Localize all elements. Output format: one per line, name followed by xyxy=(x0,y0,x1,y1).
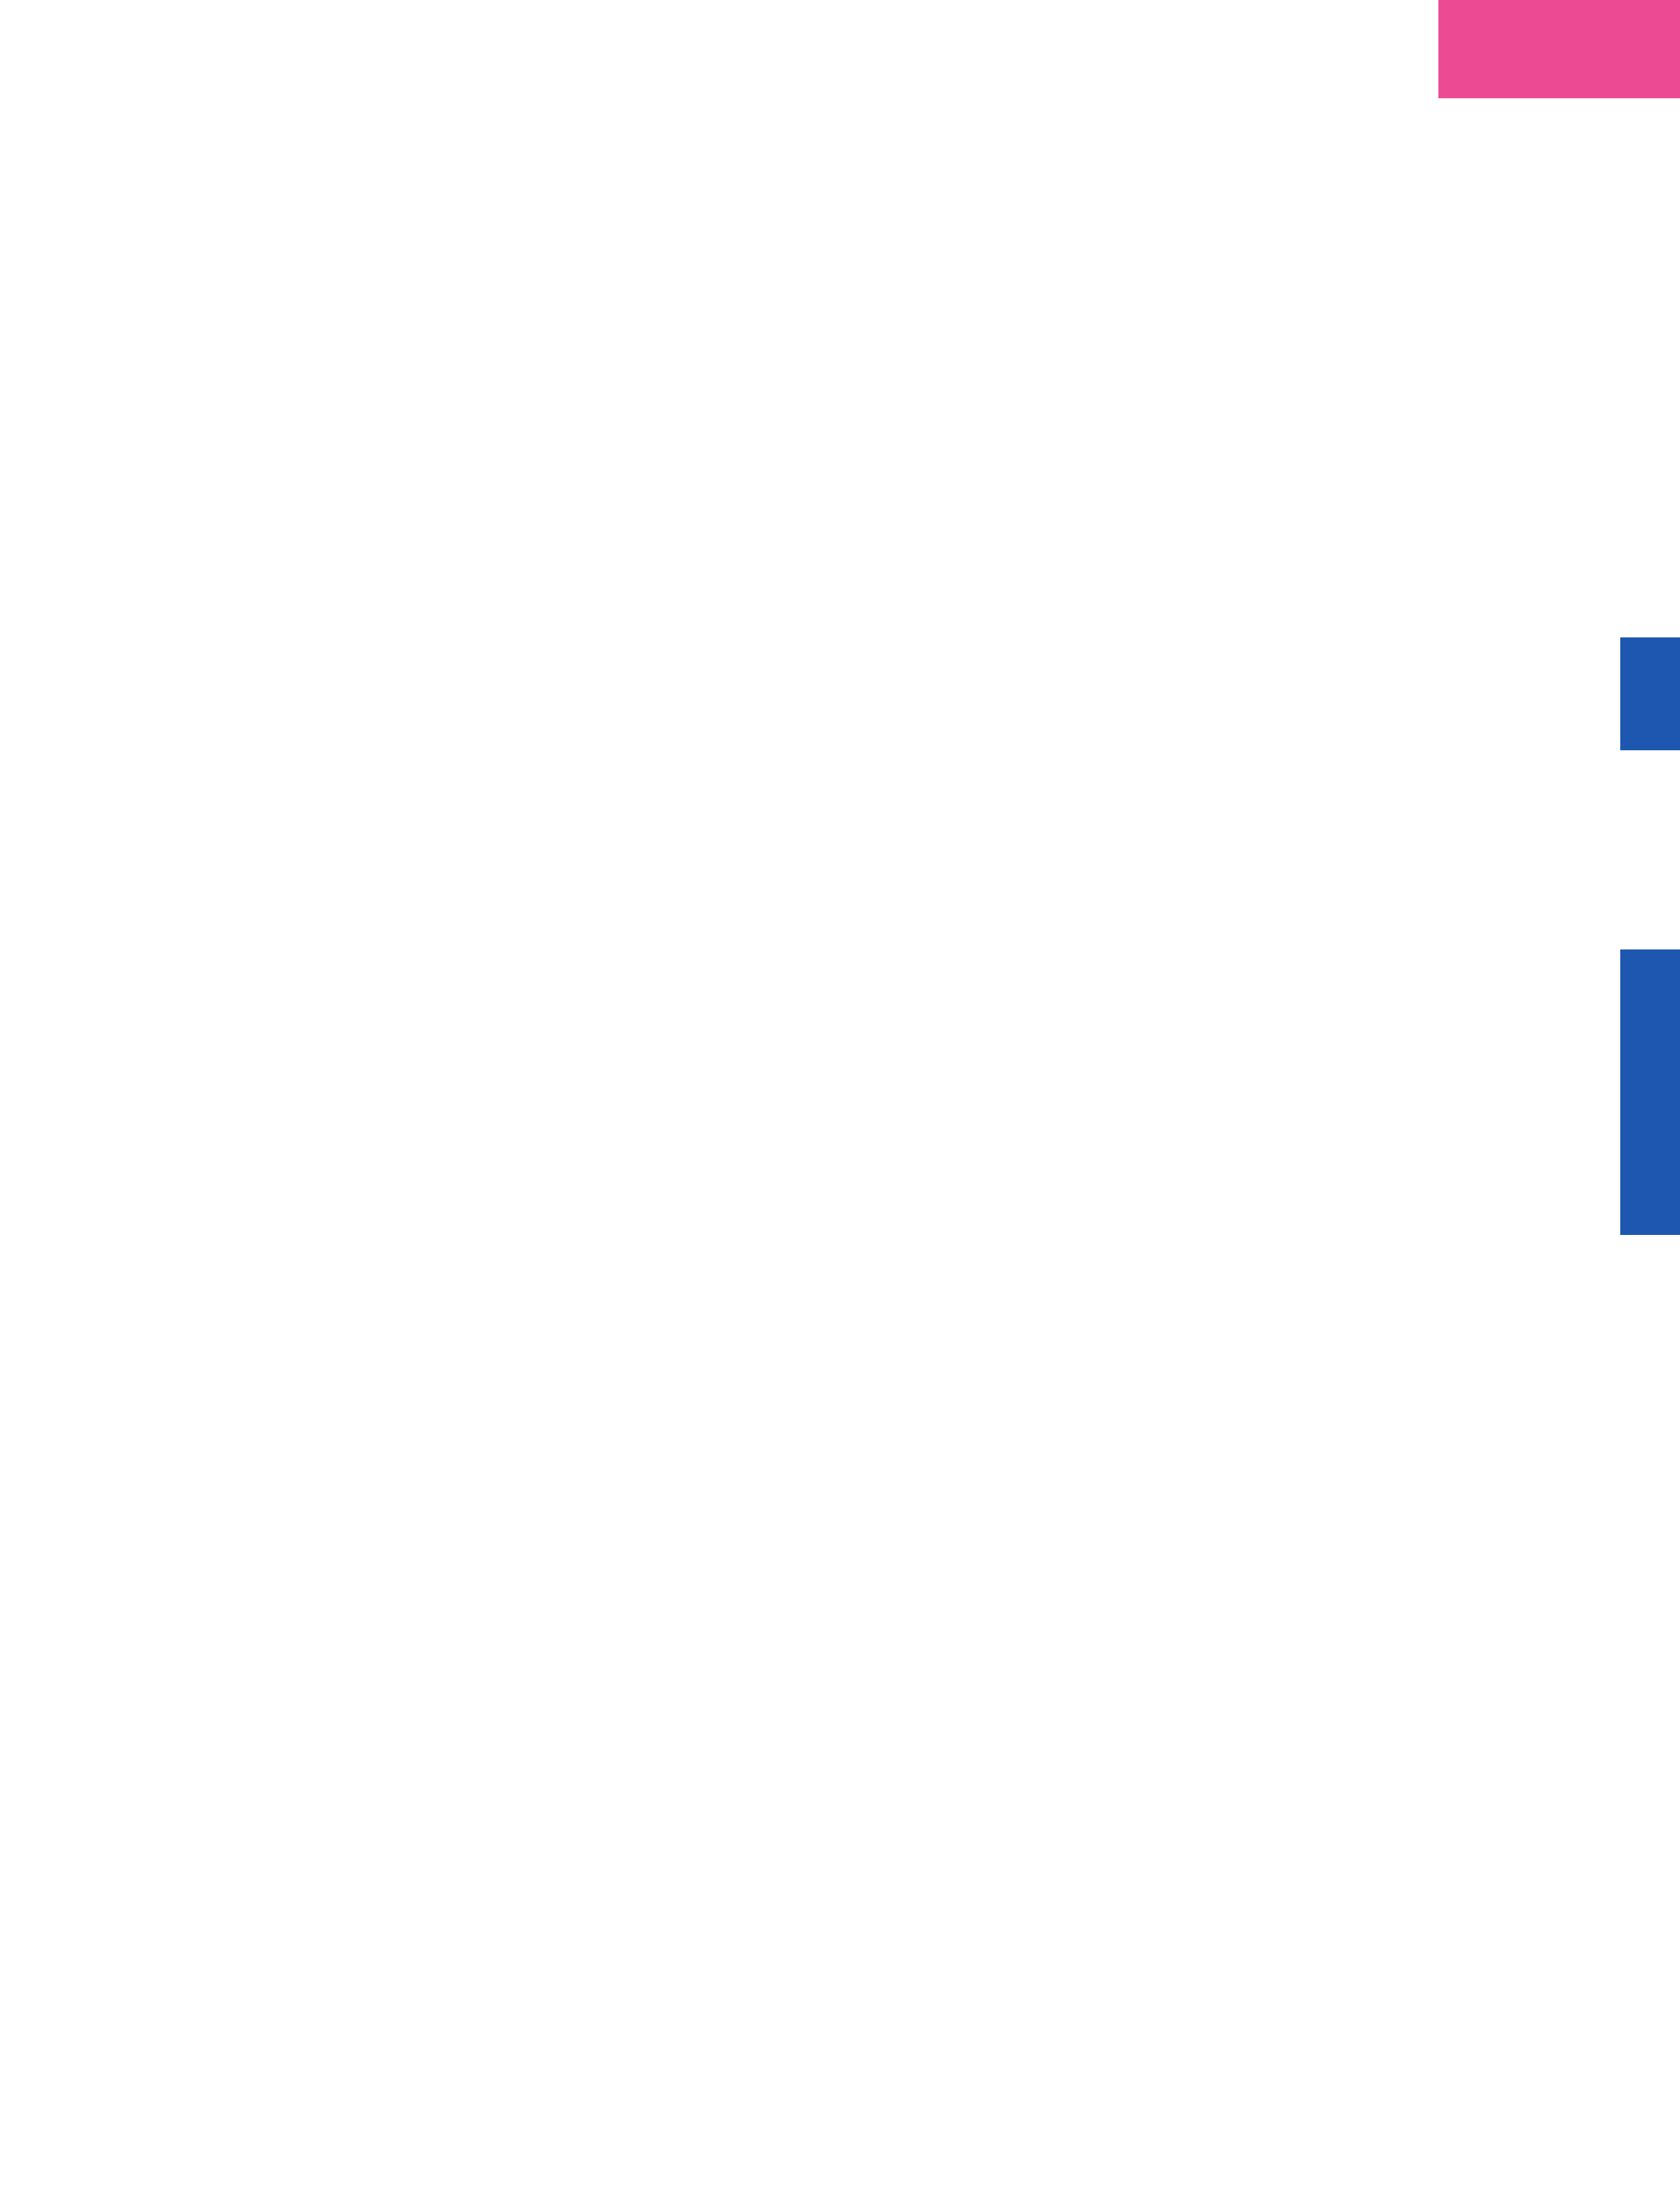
day-tab xyxy=(1620,637,1680,750)
page-header xyxy=(0,0,1680,106)
weekday-badge xyxy=(1438,0,1680,98)
primetime-tab xyxy=(1620,949,1680,1235)
